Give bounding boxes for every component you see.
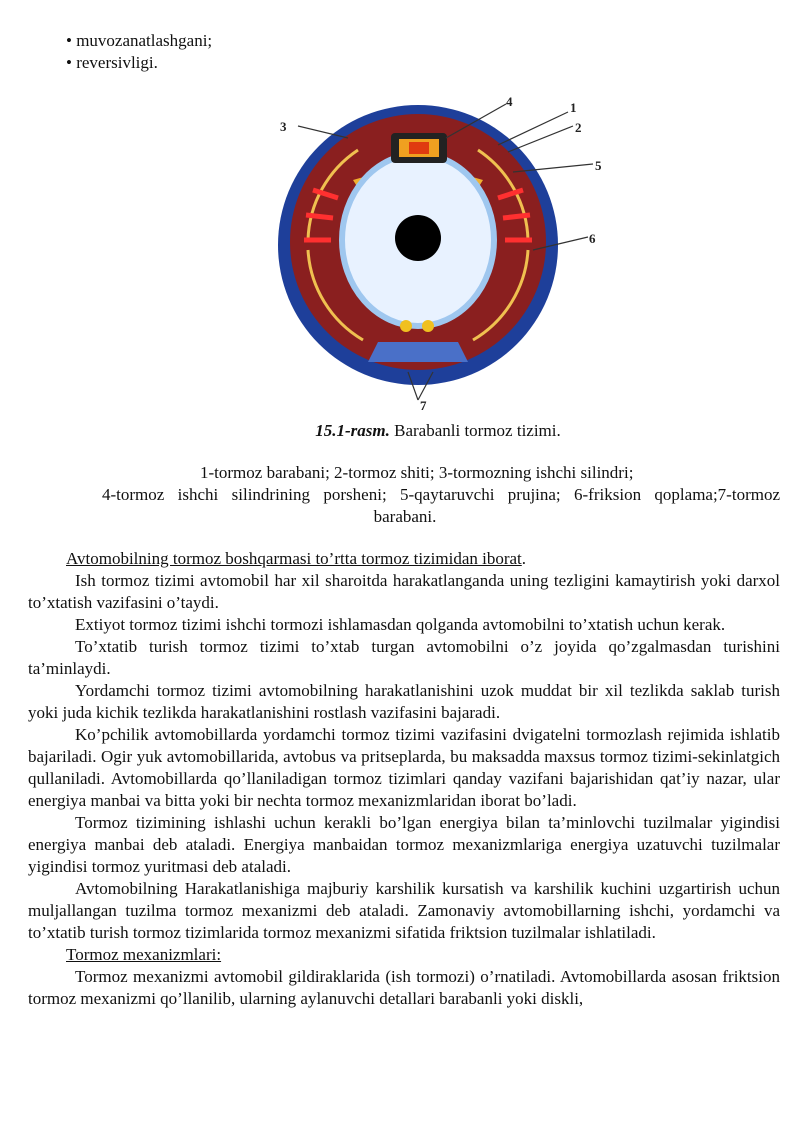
paragraph: Extiyot tormoz tizimi ishchi tormozi ishlamasdan qolganda avtomobilni to’xtatish uchun kerak. — [75, 615, 726, 634]
figure-ref: 15.1-rasm. — [315, 421, 390, 440]
label-2: 2 — [575, 120, 582, 135]
paragraph: Avtomobilning Harakatlanishiga majburiy karshilik kursatish va karshilik kuchini uzgartirish uchun muljallangan tuzilma tormoz mexanizmi deb ataladi. Zamonaviy avtomobillarning ishchi, yordamchi va to’xtatib turish tormoz tizimlarida tormoz mexanizmi sifatida friktsion tuzilmalar ishlatiladi. — [28, 879, 780, 942]
label-4: 4 — [506, 94, 513, 109]
figure-caption — [0, 420, 800, 442]
paragraph: Ko’pchilik avtomobillarda yordamchi tormoz tizimi vazifasini dvigatelni tormozlash rejimida ishlatib bajariladi. Ogir yuk avtomobillarida, avtobus va pritseplarda, bu maksadda maxsus tormoz tizimi-sekinlatgich qullaniladi. Avtomobillarda qo’llaniladigan tormoz tizimlari qanday vazifani bajarishidan qat’iy nazar, ular energiya manbai va bitta yoki bir nechta tormoz mexanizmlaridan iborat bo’ladi. — [28, 725, 780, 810]
section-heading: Avtomobilning tormoz boshqarmasi to’rtta tormoz tizimidan iborat. — [66, 549, 527, 568]
paragraph: To’xtatib turish tormoz tizimi to’xtab turgan avtomobilni o’z joyida qo’zgalmasdan turishini ta’minlaydi. — [28, 637, 780, 678]
hub — [395, 215, 441, 261]
bullet-list — [66, 30, 212, 74]
list-item: • reversivligi. — [66, 53, 158, 72]
section-heading: Tormoz mexanizmlari: — [66, 945, 222, 964]
label-5: 5 — [595, 158, 602, 173]
figure-title: Barabanli tormoz tizimi. — [389, 421, 561, 440]
paragraph: Ish tormoz tizimi avtomobil har xil sharoitda harakatlanganda uning tezligini kamaytirish yoki darxol to’xtatish vazifasini o’taydi. — [28, 571, 780, 612]
legend-line-1: 1-tormoz barabani; 2-tormoz shiti; 3-tormozning ishchi silindri; — [200, 463, 634, 482]
label-6: 6 — [589, 231, 596, 246]
label-3: 3 — [280, 119, 287, 134]
legend-line-3: barabani. — [373, 507, 437, 526]
label-1: 1 — [570, 100, 577, 115]
legend-line-2: 4-tormoz ishchi silindrining porsheni; 5-qaytaruvchi prujina; 6-friksion qoplama;7-tormoz — [102, 485, 780, 504]
label-7: 7 — [420, 398, 427, 412]
list-item: • muvozanatlashgani; — [66, 31, 213, 50]
drum-brake-figure — [268, 90, 608, 412]
paragraph: Yordamchi tormoz tizimi avtomobilning harakatlanishini uzok muddat bir xil tezlikda saklab turish yoki juda kichik tezlikda harakatlanishini rostlash vazifasini bajaradi. — [28, 681, 780, 722]
body-text — [28, 548, 780, 1010]
paragraph: Tormoz mexanizmi avtomobil gildiraklarida (ish tormozi) o’rnatiladi. Avtomobillarda asosan friktsion tormoz mexanizmi qo’llanilib, ularning aylanuvchi detallari barabanli yoki diskli, — [28, 967, 780, 1008]
paragraph: Tormoz tizimining ishlashi uchun kerakli bo’lgan energiya bilan ta’minlovchi tuzilmalar yigindisi energiya manbai deb ataladi. Energiya manbaidan tormoz mexanizmlariga energiya uzatuvchi tuzilmalar yigindisi tormoz yuritmasi deb ataladi. — [28, 813, 780, 876]
anchor-block — [368, 342, 468, 362]
